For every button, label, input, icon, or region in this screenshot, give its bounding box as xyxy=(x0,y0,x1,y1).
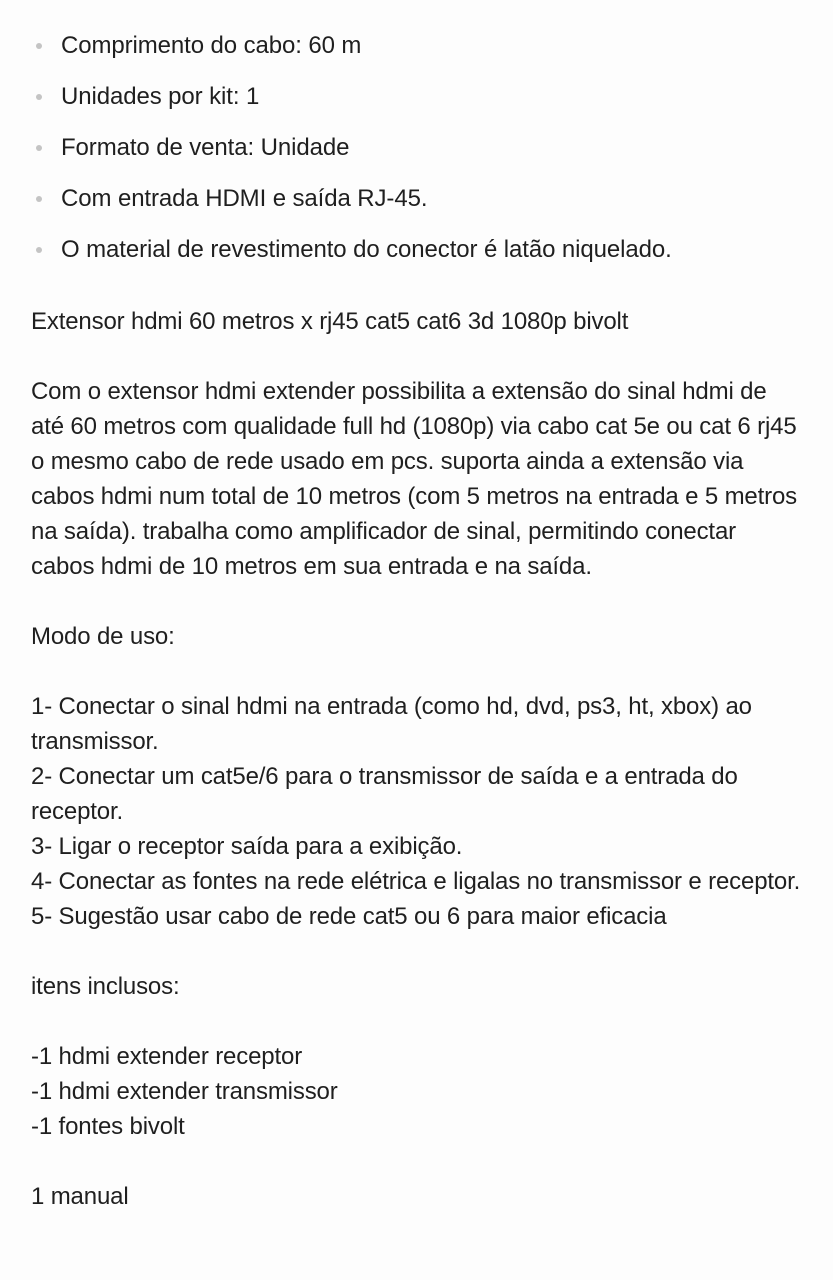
paragraph-spacer xyxy=(31,934,803,969)
usage-steps: 1- Conectar o sinal hdmi na entrada (como hd, dvd, ps3, ht, xbox) ao transmissor. 2- Conectar um cat5e/6 para o transmissor de saída e a entrada do receptor. 3- Ligar o receptor saída para a exibição. 4- Conectar as fontes na rede elétrica e ligalas no transmissor e receptor. 5- Sugestão usar cabo de rede cat5 ou 6 para maior eficacia xyxy=(31,693,801,930)
list-item xyxy=(0,224,833,275)
paragraph-spacer xyxy=(31,584,803,619)
description-body xyxy=(0,304,833,1214)
usage-heading: Modo de uso: xyxy=(31,623,175,650)
product-title: Extensor hdmi 60 metros x rj45 cat5 cat6 3d 1080p bivolt xyxy=(31,308,629,335)
dot-bullet-icon xyxy=(36,145,42,151)
dot-bullet-icon xyxy=(36,94,42,100)
paragraph-spacer xyxy=(31,1144,803,1179)
manual-line: 1 manual xyxy=(31,1183,129,1210)
dot-bullet-icon xyxy=(36,196,42,202)
specification-list xyxy=(0,0,833,275)
spec-label: Comprimento do cabo: 60 m xyxy=(61,32,362,59)
included-items: -1 hdmi extender receptor -1 hdmi extender transmissor -1 fontes bivolt xyxy=(31,1043,338,1140)
paragraph-spacer xyxy=(31,339,803,374)
list-item xyxy=(0,122,833,173)
list-item xyxy=(0,173,833,224)
spec-label: O material de revestimento do conector é latão niquelado. xyxy=(61,236,672,263)
dot-bullet-icon xyxy=(36,43,42,49)
paragraph-spacer xyxy=(31,654,803,689)
list-item xyxy=(0,71,833,122)
dot-bullet-icon xyxy=(36,247,42,253)
paragraph-spacer xyxy=(31,1004,803,1039)
overview-paragraph: Com o extensor hdmi extender possibilita a extensão do sinal hdmi de até 60 metros com qualidade full hd (1080p) via cabo cat 5e ou cat 6 rj45 o mesmo cabo de rede usado em pcs. suporta ainda a extensão via cabos hdmi num total de 10 metros (com 5 metros na entrada e 5 metros na saída). trabalha como amplificador de sinal, permitindo conectar cabos hdmi de 10 metros em sua entrada e na saída. xyxy=(31,378,804,580)
spec-label: Formato de venta: Unidade xyxy=(61,134,350,161)
spec-label: Unidades por kit: 1 xyxy=(61,83,260,110)
included-heading: itens inclusos: xyxy=(31,973,180,1000)
list-item xyxy=(0,20,833,71)
spec-label: Com entrada HDMI e saída RJ-45. xyxy=(61,185,428,212)
